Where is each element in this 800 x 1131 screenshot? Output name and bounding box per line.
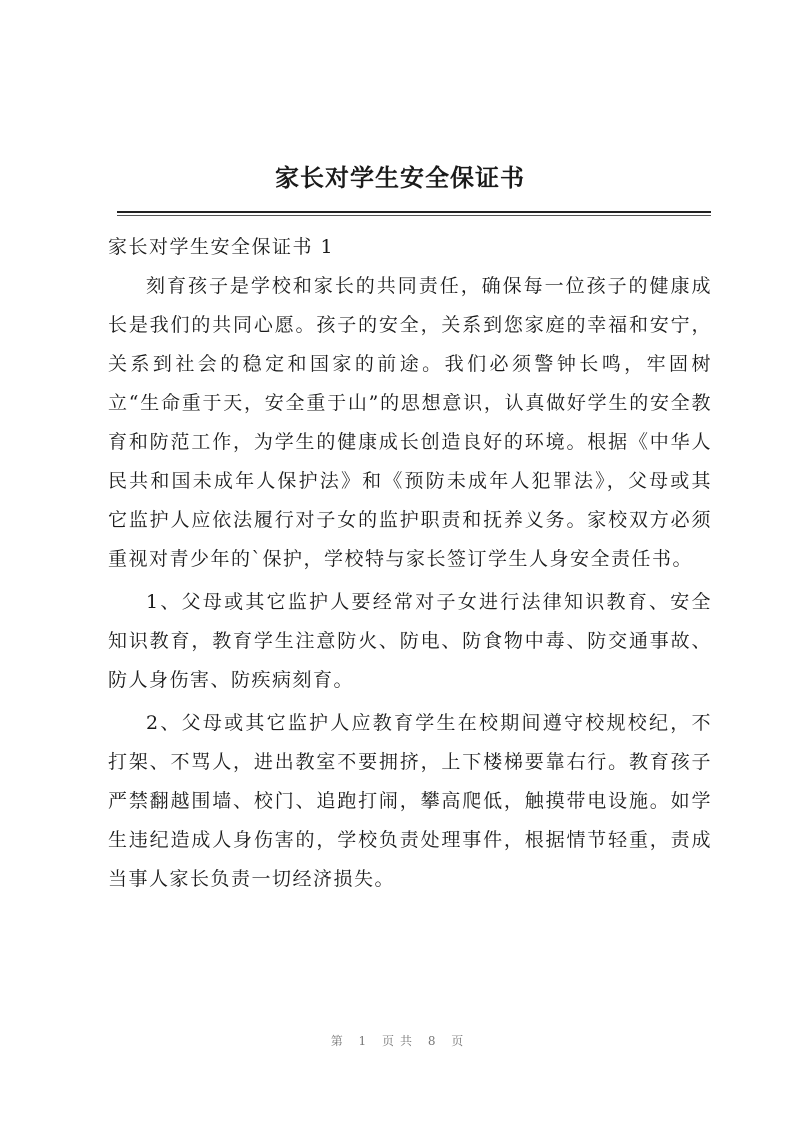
title-divider-thin: [117, 215, 711, 216]
document-title: 家长对学生安全保证书: [275, 164, 525, 192]
title-divider-thick: [117, 211, 711, 213]
document-body: [108, 228, 712, 899]
clause-paragraph-1: 1、父母或其它监护人要经常对子女进行法律知识教育、安全知识教育，教育学生注意防火、防电、防食物中毒、防交通事故、防人身伤害、防疾病刻育。: [108, 591, 712, 691]
clause-paragraph-2: 2、父母或其它监护人应教育学生在校期间遵守校规校纪，不打架、不骂人，进出教室不要拥挤，上下楼梯要靠右行。教育孩子严禁翻越围墙、校门、追跑打闹，攀高爬低，触摸带电设施。如学生违纪造成人身伤害的，学校负责处理事件，根据情节轻重，责成当事人家长负责一切经济损失。: [108, 712, 712, 890]
page-number-footer: 第 1 页共 8 页: [330, 1034, 470, 1048]
intro-paragraph: 刻育孩子是学校和家长的共同责任，确保每一位孩子的健康成长是我们的共同心愿。孩子的安全，关系到您家庭的幸福和安宁，关系到社会的稳定和国家的前途。我们必须警钟长鸣，牢固树立“生命重于天，安全重于山”的思想意识，认真做好学生的安全教育和防范工作，为学生的健康成长创造良好的环境。根据《中华人民共和国未成年人保护法》和《预防未成年人犯罪法》，父母或其它监护人应依法履行对子女的监护职责和抚养义务。家校双方必须重视对青少年的`保护，学校特与家长签订学生人身安全责任书。: [108, 275, 712, 570]
section-heading: 家长对学生安全保证书 1: [108, 236, 335, 258]
